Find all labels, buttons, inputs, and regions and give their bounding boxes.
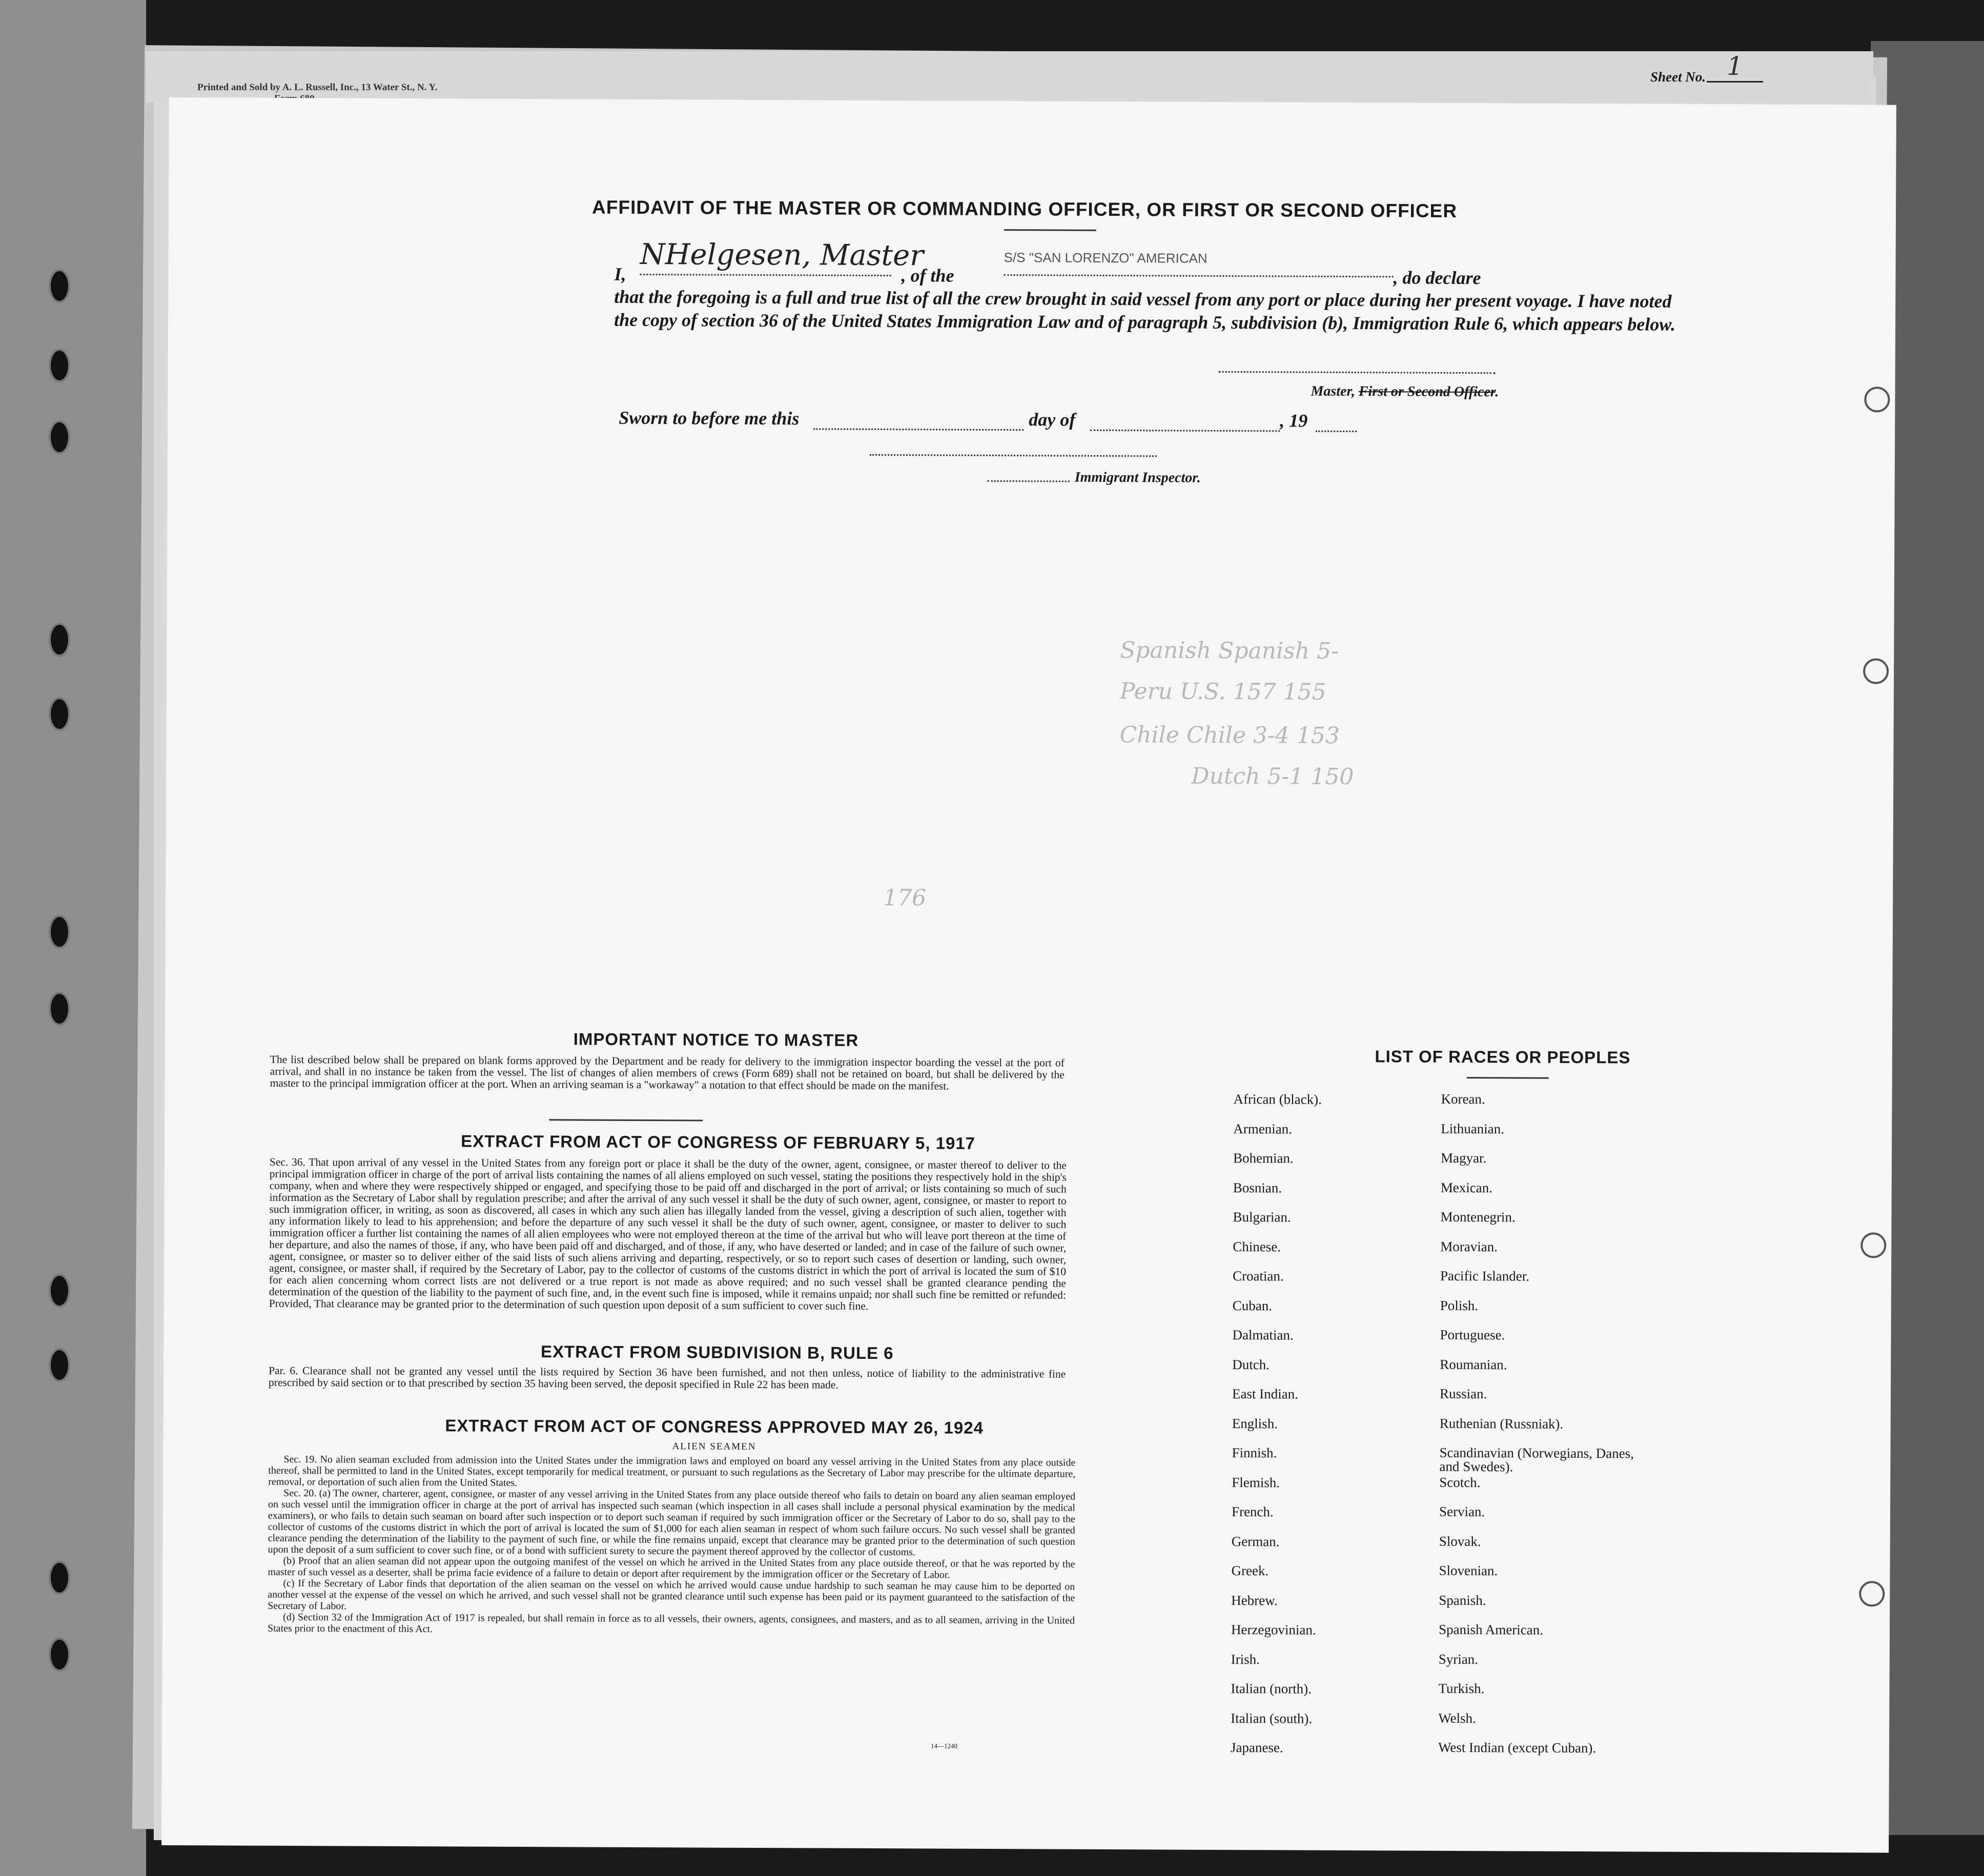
race-item: Polish. xyxy=(1440,1297,1479,1313)
punch-hole-icon xyxy=(49,1561,70,1595)
punch-hole-icon xyxy=(49,1274,70,1308)
race-item: Lithuanian. xyxy=(1441,1120,1505,1136)
extract-1924-para: Sec. 20. (a) The owner, charterer, agent, consignee, or master of any vessel arriving in the United States from any place outside thereof who fails to detain on board any alien seaman employed on such vessel until the immigration officer in charge at the port of arrival has inspected such seaman (which inspection in all cases shall include a personal physical examination by the medical examiners), or who fails to detain such seaman on board after such inspection or to deport such seaman if required by such immigration officer or the Secretary of Labor to do so, shall pay to the collector of customs of the customs district in which the port of arrival is located the sum of $1,000 for each alien seaman in respect of whom such failure occurs. No such vessel shall be granted clearance pending the determination of the liability to the payment of such fine, or while the fine remains unpaid, except that clearance may be granted prior to the determination of such question upon the deposit of a sum sufficient to cover such fine, or of a bond with sufficient surety to secure the payment thereof approved by the collector of customs. xyxy=(268,1487,1076,1558)
extract-rule6-body: Par. 6. Clearance shall not be granted any vessel until the lists required by Section 36 have been furnished, and not then unless, notice of liability to the administrative fine prescribed by said section or to that prescribed by section 35 having been served, the deposit specified in Rule 22 has been made. xyxy=(269,1364,1066,1391)
race-item: Bohemian. xyxy=(1233,1150,1294,1166)
race-item: Bulgarian. xyxy=(1233,1209,1291,1225)
race-item: Chinese. xyxy=(1233,1238,1281,1254)
race-item: Mexican. xyxy=(1440,1179,1493,1195)
inspector-signature-line xyxy=(988,475,1070,482)
race-item: German. xyxy=(1231,1533,1280,1549)
race-item: Italian (north). xyxy=(1231,1681,1312,1697)
declaration-i: I, xyxy=(614,263,626,284)
master-signature-line xyxy=(1219,371,1496,374)
sheet-number-label: Sheet No. xyxy=(1650,69,1706,85)
race-item: Scandinavian (Norwegians, Danes, and Swedes). xyxy=(1439,1444,1634,1475)
faint-annotation: Chile Chile 3-4 153 xyxy=(1119,722,1340,749)
printer-line: Printed and Sold by A. L. Russell, Inc., 13 Water St., N. Y. xyxy=(197,82,438,93)
extract-1924-title: EXTRACT FROM ACT OF CONGRESS APPROVED MAY 26, 1924 xyxy=(445,1416,984,1437)
faint-annotation: Spanish Spanish 5- xyxy=(1120,637,1339,664)
race-item: Italian (south). xyxy=(1231,1710,1313,1726)
race-item: Spanish American. xyxy=(1438,1621,1544,1638)
race-item: Cuban. xyxy=(1232,1297,1273,1313)
punch-hole-icon xyxy=(49,420,70,454)
extract-1924-para: Sec. 19. No alien seaman excluded from admission into the United States under the immigration laws and employed on board any vessel arriving in the United States from any place outside thereof, shall be permitted to land in the United States, except temporarily for medical treatment, or pursuant to such regulations as the Secretary of Labor may prescribe for the ultimate departure, removal, or deportation of such alien from the United States. xyxy=(268,1454,1076,1488)
race-item: Welsh. xyxy=(1438,1710,1476,1726)
race-item: Servian. xyxy=(1439,1503,1485,1520)
sworn-year-prefix: , 19 xyxy=(1280,410,1308,431)
race-item: Hebrew. xyxy=(1231,1592,1278,1608)
notice-body: The list described below shall be prepared on blank forms approved by the Department and be ready for delivery to the immigration inspector boarding the vessel at the port of arrival, and shall in no instance be taken from the vessel. The list of changes of alien members of crews (Form 689) shall not be retained on board, but shall be delivered by the master to the principal immigration officer at the port. When an arriving seaman is a "workaway" a notation to that effect should be made on the manifest. xyxy=(270,1053,1065,1092)
race-item: Portuguese. xyxy=(1440,1327,1505,1343)
race-item: Syrian. xyxy=(1438,1651,1479,1667)
race-item: Bosnian. xyxy=(1233,1179,1282,1195)
races-title: LIST OF RACES OR PEOPLES xyxy=(1375,1047,1631,1067)
master-label-struck: First or Second Officer xyxy=(1358,383,1496,400)
affidavit-page xyxy=(161,97,1896,1853)
race-item: Russian. xyxy=(1439,1385,1487,1402)
race-item: Magyar. xyxy=(1440,1150,1487,1166)
section-divider xyxy=(549,1119,703,1121)
race-item: Ruthenian (Russniak). xyxy=(1439,1415,1564,1432)
punch-hole-icon xyxy=(1864,386,1890,412)
race-item: Finnish. xyxy=(1232,1445,1277,1461)
race-item: Dutch. xyxy=(1232,1356,1270,1372)
extract-1924-para: (b) Proof that an alien seaman did not appear upon the outgoing manifest of the vessel on which he arrived in the United States from any place outside thereof, or that he was reported by the master of such vessel as a deserter, shall be prima facie evidence of a failure to detain or deport after requirement by the immigration officer or the Secretary of Labor. xyxy=(268,1555,1075,1581)
form-code: 14—1240 xyxy=(930,1742,958,1750)
race-item: East Indian. xyxy=(1232,1386,1299,1402)
master-signature: NHelgesen, Master xyxy=(640,238,891,276)
punch-hole-icon xyxy=(1859,1581,1885,1606)
race-item: West Indian (except Cuban). xyxy=(1438,1739,1597,1756)
race-item: Slovenian. xyxy=(1439,1562,1498,1579)
sworn-day-field xyxy=(813,407,1024,431)
punch-hole-icon xyxy=(49,697,70,731)
inspector-signature-line xyxy=(870,449,1157,457)
sworn-day-of: day of xyxy=(1029,409,1076,430)
race-item: Croatian. xyxy=(1232,1268,1284,1284)
punch-hole-icon xyxy=(1860,1232,1886,1258)
extract-1924-subtitle: ALIEN SEAMEN xyxy=(672,1441,756,1453)
vessel-name-field: S/S "SAN LORENZO" AMERICAN xyxy=(1004,250,1393,277)
race-item: Korean. xyxy=(1441,1091,1485,1107)
punch-hole-icon xyxy=(49,1638,70,1671)
race-item: Armenian. xyxy=(1233,1120,1293,1137)
race-item: Scotch. xyxy=(1439,1474,1481,1490)
extract-1924-para: (d) Section 32 of the Immigration Act of 1917 is repealed, but shall remain in force as to all vessels, their owners, agents, consignees, and masters, and as to all seamen, arriving in the United States prior to the enactment of this Act. xyxy=(267,1611,1075,1635)
punch-hole-icon xyxy=(49,1348,70,1382)
sheet-number-value: 1 xyxy=(1707,51,1763,83)
declaration-text: that the foregoing is a full and true list of all the crew brought in said vessel from any port or place during her present voyage. I have noted the copy of section 36 of the United States Immigration Law and of paragraph 5, subdivision (b), Immigration Rule 6, which appears below. xyxy=(614,286,1676,335)
race-item: Dalmatian. xyxy=(1232,1327,1294,1343)
race-item: Slovak. xyxy=(1439,1533,1481,1549)
extract-1924-para: (c) If the Secretary of Labor finds that deportation of the alien seaman on the vessel on which he arrived would cause undue hardship to such seaman he may cause him to be deported on another vessel at the expense of the vessel on which he arrived, and such vessel shall not be granted clearance until such expense has been paid or its payment guaranteed to the satisfaction of the Secretary of Labor. xyxy=(268,1577,1075,1612)
punch-hole-icon xyxy=(49,349,70,382)
master-signature-label xyxy=(1311,383,1499,401)
faint-annotation: 176 xyxy=(883,885,927,911)
master-label-master: Master, xyxy=(1311,383,1355,400)
sworn-month-field xyxy=(1090,409,1280,432)
race-item: Irish. xyxy=(1231,1651,1260,1667)
master-label-end: . xyxy=(1495,384,1499,400)
inspector-label: Immigrant Inspector. xyxy=(1074,469,1201,486)
punch-hole-icon xyxy=(49,269,70,303)
title-divider xyxy=(1004,229,1096,231)
declaration-do-declare: , do declare xyxy=(1393,267,1481,289)
race-item: Greek. xyxy=(1231,1563,1269,1579)
sworn-year-field xyxy=(1316,410,1357,432)
race-item: French. xyxy=(1231,1504,1274,1520)
race-item: Japanese. xyxy=(1230,1740,1283,1756)
extract-1917-title: EXTRACT FROM ACT OF CONGRESS OF FEBRUARY 5, 1917 xyxy=(461,1131,976,1153)
declaration-of-the: , of the xyxy=(901,265,954,286)
race-item: English. xyxy=(1232,1415,1278,1431)
extract-1917-body: Sec. 36. That upon arrival of any vessel in the United States from any foreign port or place it shall be the duty of the owner, agent, consignee, or master thereof to deliver to the principal immigration officer in charge of the port of arrival lists containing the names of all aliens employed on such vessel, stating the positions they respectively hold in the ship's company, when and where they were respectively shipped or engaged, and specifying those to be paid off and discharged in the port of arrival; or lists containing so much of such information as the Secretary of Labor shall by regulation prescribe; and after the arrival of any such vessel it shall be the duty of such owner, agent, consignee, or master to report to such immigration officer, in writing, as soon as discovered, all cases in which any such alien has illegally landed from the vessel, giving a description of such alien, together with any information likely to lead to his apprehension; and before the departure of any such vessel it shall be the duty of such owner, agent, consignee, or master to deliver to such immigration officer a further list containing the names of all alien employees who were not employed thereon at the time of the arrival but who will leave port thereon at the time of her departure, and also the names of those, if any, who have been paid off and discharged, and of those, if any, who have deserted or landed; and in case of the failure of such owner, agent, consignee, or master so to deliver either of the said lists of such aliens arriving and departing, respectively, or so to report such cases of desertion or landing, such owner, agent, consignee, or master shall, if required by the Secretary of Labor, pay to the collector of customs of the customs district in which the port of arrival is located the sum of $10 for each alien concerning whom correct lists are not delivered or a true report is not made as above required; and no such vessel shall be granted clearance pending the determination of the question of the liability to the payment of such fine, and, in the event such fine is imposed, while it remains unpaid; nor shall such fine be remitted or refunded: Provided, That clearance may be granted prior to the determination of such question upon deposit of a sum sufficient to cover such fine. xyxy=(269,1155,1067,1312)
race-item: Turkish. xyxy=(1438,1680,1485,1697)
sworn-text: Sworn to before me this xyxy=(619,407,800,429)
punch-hole-icon xyxy=(49,915,70,949)
race-item: Montenegrin. xyxy=(1440,1209,1516,1225)
race-item: Roumanian. xyxy=(1440,1356,1507,1372)
affidavit-title: AFFIDAVIT OF THE MASTER OR COMMANDING OFFICER, OR FIRST OR SECOND OFFICER xyxy=(591,196,1458,221)
faint-annotation: Dutch 5-1 150 xyxy=(1191,763,1354,790)
races-divider xyxy=(1467,1077,1549,1079)
race-item: Moravian. xyxy=(1440,1238,1498,1254)
binder-edge-left xyxy=(0,0,146,1876)
race-item: Herzegovinian. xyxy=(1231,1622,1316,1638)
faint-annotation: Peru U.S. 157 155 xyxy=(1119,678,1326,705)
race-item: Spanish. xyxy=(1439,1592,1486,1608)
punch-hole-icon xyxy=(49,623,70,657)
race-item: Pacific Islander. xyxy=(1440,1268,1529,1284)
punch-hole-icon xyxy=(1863,658,1889,684)
extract-rule6-title: EXTRACT FROM SUBDIVISION B, RULE 6 xyxy=(540,1342,894,1363)
race-item: Flemish. xyxy=(1232,1474,1280,1490)
punch-hole-icon xyxy=(49,992,70,1026)
race-item: African (black). xyxy=(1233,1091,1322,1107)
notice-title: IMPORTANT NOTICE TO MASTER xyxy=(573,1029,859,1050)
extract-1924-body xyxy=(268,1454,1076,1638)
